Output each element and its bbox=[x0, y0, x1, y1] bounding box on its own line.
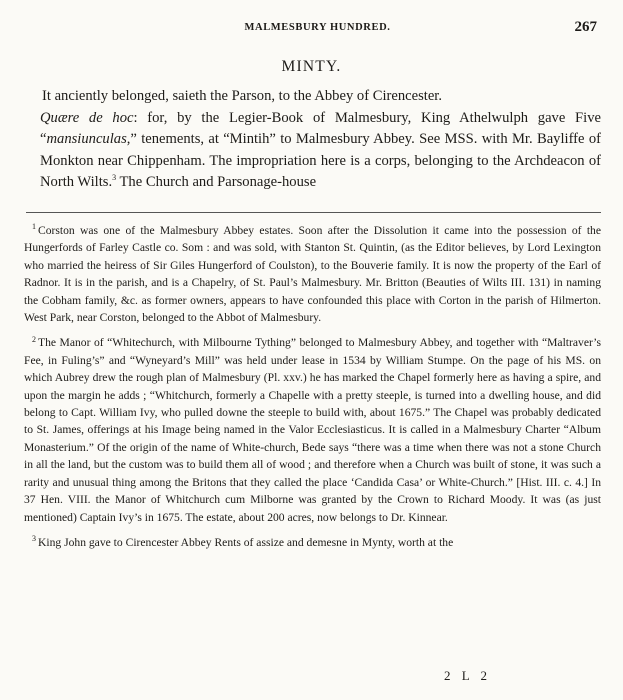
footnote-mark: 3 bbox=[32, 534, 36, 544]
page-header bbox=[34, 19, 601, 40]
signature-mark: 2 L 2 bbox=[444, 668, 491, 683]
footnote-divider bbox=[26, 212, 601, 213]
footnotes bbox=[24, 222, 601, 551]
main-paragraph-1: It anciently belonged, saieth the Parson, to the Abbey of Cirencester. bbox=[42, 88, 443, 104]
italic-intro: Quære de hoc bbox=[40, 109, 134, 126]
italic-word: mansiunculas bbox=[46, 131, 127, 147]
main-text bbox=[40, 86, 601, 194]
footnote-mark: 2 bbox=[32, 334, 36, 344]
footnote-3 bbox=[24, 534, 601, 551]
footnote-text: The Manor of “Whitechurch, with Milbourne Tything” belonged to Malmesbury Abbey, and together with “Maltraver’s Fee, in Fuling’s” and “Wyneyard’s Mill” was held under lease in 1534 by William Stumpe. On the page of his MS. on which Aubrey drew the rough plan of Malmesbury (Pl. xxv.) he has marked the Chapel formerly here as having a spire, and upon the margin he adds ; “Whitchurch, formerly a Chapelle with a pretty steeple, is turned into a dwelling house, and did belong to Capt. William Ivy, who pulled downe the steeple to build with, about 1675.” The Chapel was probably dedicated to St. James, offerings at his Image being named in the Valor Ecclesiasticus. It is called in a Malmesbury Charter “Album Monasterium.” Of the origin of the name of White-church, Bede says “there was a time when there was not a stone Church in all the land, but the custom was to build them all of wood ; and therefore when a Church was built of stone, it was such a rarity and unusual thing among the Britons that they called the place ‘Candida Casa’ or White-Church.” [Hist. III. c. 4.] In 37 Hen. VIII. the Manor of Whitchurch cum Milborne was granted by the Crown to Richard Moody. It was (as just mentioned) Captain Ivy’s in 1675. The estate, about 200 acres, now belongs to Dr. Kinnear. bbox=[24, 336, 601, 524]
running-head: MALMESBURY HUNDRED. bbox=[244, 22, 391, 33]
footnote-1 bbox=[24, 222, 601, 326]
paragraph-2-text-c: The Church and Parsonage-house bbox=[116, 174, 317, 190]
page-number: 267 bbox=[574, 19, 597, 35]
footnote-2 bbox=[24, 334, 601, 525]
footnote-reference: 3 bbox=[112, 173, 117, 183]
paragraph-2-text-b: ,” tenements, at “Mintih” to Malmesbury Abbey. See MSS. with Mr. Bayliffe of Monkton near Chippenham. The impropriation here is a corps, belonging to the Archdeacon of North Wilts. bbox=[40, 131, 601, 190]
section-title: MINTY. bbox=[281, 58, 342, 75]
footnote-mark: 1 bbox=[32, 222, 36, 232]
footnote-text: Corston was one of the Malmesbury Abbey estates. Soon after the Dissolution it came into the possession of the Hungerfords of Farley Castle co. Som : and was sold, with Stanton St. Quintin, (as the Editor believes, by Lord Lexington who married the heiress of Sir Giles Hungerford of Coulston), to the Bouverie family. It is now the property of the Earl of Radnor. It is in the parish, and is a Chapelry, of St. Paul’s Malmesbury. Mr. Britton (Beauties of Wilts III. 131) in naming the Cobham family, &c. as former owners, appears to have confounded this place with Corton in the parish of Hilmerton. West Park, near Corston, belonged to the Abbot of Malmesbury. bbox=[24, 224, 601, 325]
main-paragraph-2 bbox=[40, 108, 601, 194]
footnote-text: King John gave to Cirencester Abbey Rents of assize and demesne in Mynty, worth at the bbox=[38, 535, 454, 549]
paragraph-2-text-a: : for, by the Legier-Book of Malmesbury, King Athelwulph gave Five “ bbox=[40, 109, 601, 147]
